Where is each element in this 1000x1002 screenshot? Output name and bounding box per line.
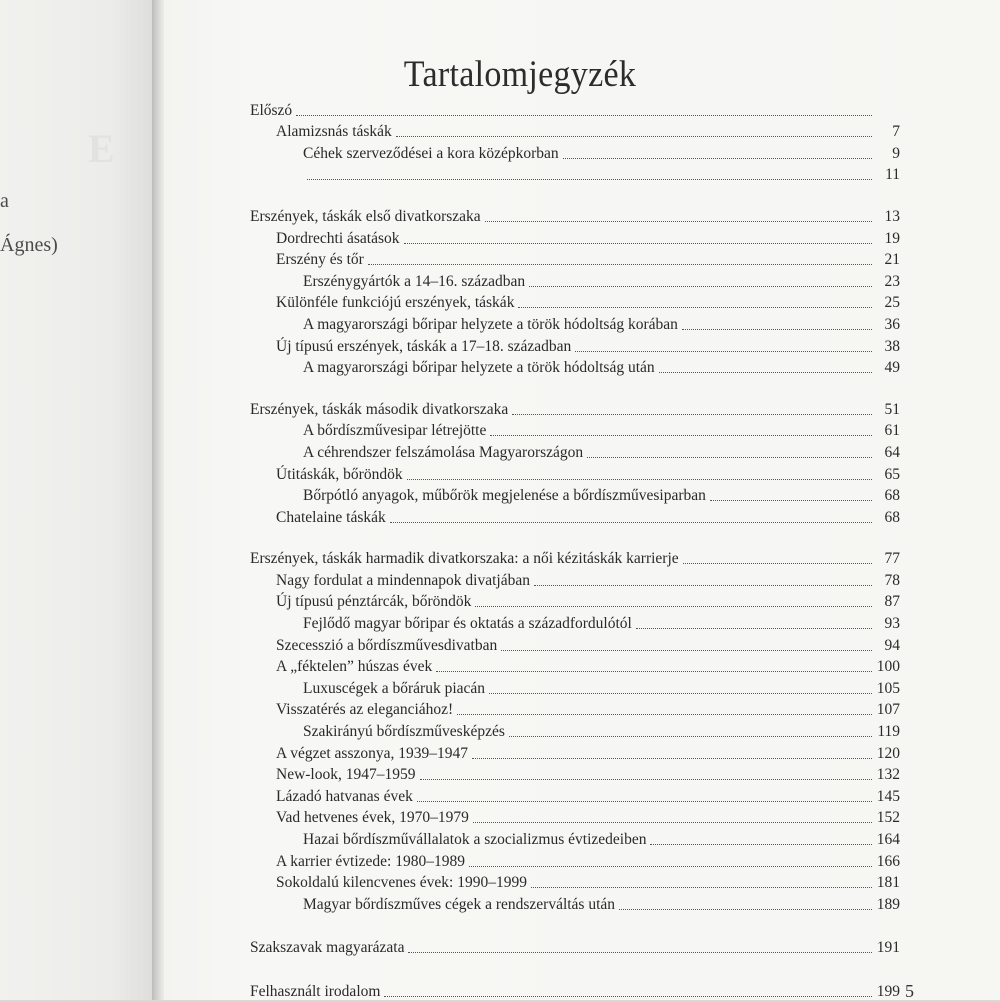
- toc-entry-page: 61: [884, 422, 900, 440]
- dot-leader: [296, 115, 872, 116]
- toc-entry-title: Bőrpótló anyagok, műbőrök megjelenése a bőrdíszművesiparban: [303, 487, 706, 505]
- dot-leader: [563, 158, 872, 159]
- toc-entry-page: 164: [876, 831, 900, 848]
- bleed-through-text: E: [88, 126, 117, 171]
- toc-entry-page: 107: [876, 701, 900, 719]
- toc-entry-title: Fejlődő magyar bőripar és oktatás a századfordulótól: [303, 615, 632, 633]
- toc-entry-page: 64: [884, 443, 900, 461]
- toc-entry-page: 199: [876, 982, 900, 1000]
- dot-leader: [529, 286, 872, 287]
- dot-leader: [509, 736, 872, 737]
- dot-leader: [472, 758, 872, 759]
- toc-entry: [250, 784, 900, 806]
- toc-entry: [250, 806, 900, 828]
- toc-entry-title: Felhasznált irodalom: [250, 982, 381, 1000]
- toc-entry: [250, 484, 900, 506]
- toc-entry-title: Magyar bőrdíszműves cégek a rendszerváltás után: [303, 895, 616, 913]
- toc-entry-title: Erszények, táskák második divatkorszaka: [250, 400, 509, 418]
- toc-entry-page: 65: [884, 465, 900, 483]
- section-spacer: [250, 914, 900, 936]
- toc-entry: [250, 440, 900, 462]
- toc-entry-page: 181: [876, 874, 900, 892]
- dot-leader: [518, 307, 872, 308]
- section-spacer: [250, 957, 900, 979]
- toc-entry-title: Vad hetvenes évek, 1970–1979: [276, 809, 469, 827]
- toc-entry-page: 78: [884, 571, 900, 589]
- dot-leader: [404, 243, 872, 244]
- toc-entry-page: 94: [884, 636, 900, 654]
- dot-leader: [490, 435, 872, 436]
- toc-entry-page: 9: [892, 144, 900, 162]
- toc-entry-title: A magyarországi bőripar helyzete a török hódoltság korában: [303, 315, 678, 333]
- toc-entry: [250, 698, 900, 720]
- dot-leader: [619, 909, 872, 910]
- dot-leader: [307, 179, 872, 180]
- toc-entry-title: Hazai bőrdíszművállalatok a szocializmus évtizedeiben: [303, 831, 647, 848]
- toc-entry-title: A végzet asszonya, 1939–1947: [276, 744, 468, 762]
- dot-leader: [636, 628, 872, 629]
- toc-entry-title: Chatelaine táskák: [276, 508, 386, 526]
- dot-leader: [469, 866, 872, 867]
- toc-entry-title: A karrier évtizede: 1980–1989: [276, 852, 465, 870]
- facing-page-left: [0, 0, 158, 1000]
- toc-entry-page: 21: [884, 251, 900, 269]
- toc-entry-page: 19: [884, 229, 900, 247]
- toc-entry: [250, 979, 900, 1001]
- dot-leader: [650, 844, 872, 845]
- toc-entry-page: 11: [885, 166, 900, 184]
- toc-entry-page: 68: [884, 487, 900, 505]
- toc-entry-page: 38: [884, 337, 900, 355]
- toc-entry-title: Céhek szerveződései a kora középkorban: [303, 144, 559, 162]
- toc-entry-page: 166: [876, 852, 900, 870]
- toc-entry: [250, 120, 900, 142]
- toc-entry: [250, 827, 900, 849]
- toc-entry: [250, 719, 900, 741]
- toc-entry: [250, 248, 900, 270]
- toc-entry-title: Útitáskák, bőröndök: [276, 465, 403, 483]
- dot-leader: [534, 585, 872, 586]
- toc-entry-title: Erszénygyártók a 14–16. században: [303, 272, 526, 290]
- toc-entry-page: 13: [884, 207, 900, 225]
- toc-entry: [250, 892, 900, 914]
- toc-entry-page: 36: [884, 315, 900, 333]
- toc-entry-page: 100: [876, 658, 900, 676]
- table-of-contents: [250, 98, 900, 1001]
- section-spacer: [250, 377, 900, 397]
- toc-entry-title: Nagy fordulat a mindennapok divatjában: [276, 571, 530, 589]
- toc-entry-page: 145: [876, 787, 900, 805]
- toc-entry: [250, 334, 900, 356]
- toc-entry-title: A „féktelen” húszas évek: [276, 658, 433, 676]
- toc-entry: [250, 611, 900, 633]
- toc-entry-page: 119: [877, 723, 900, 741]
- toc-entry-title: Új típusú erszények, táskák a 17–18. században: [276, 337, 572, 355]
- toc-entry-page: 87: [884, 593, 900, 611]
- dot-leader: [683, 563, 872, 564]
- toc-entry: [250, 590, 900, 612]
- section-spacer: [250, 527, 900, 547]
- dot-leader: [659, 372, 872, 373]
- page-number: 5: [905, 981, 914, 1001]
- toc-entry: [250, 98, 900, 120]
- page-title: Tartalomjegyzék: [403, 53, 637, 95]
- dot-leader: [436, 671, 872, 672]
- toc-entry: [250, 141, 900, 163]
- toc-entry-title: Sokoldalú kilencvenes évek: 1990–1999: [276, 874, 527, 892]
- toc-entry-page: 68: [884, 508, 900, 526]
- toc-entry: [250, 397, 900, 419]
- left-page-text-fragment: a: [0, 190, 9, 212]
- toc-entry-title: Dordrechti ásatások: [276, 229, 400, 247]
- toc-entry-page: 93: [884, 615, 900, 633]
- toc-entry-title: Alamizsnás táskák: [276, 123, 392, 141]
- dot-leader: [512, 414, 872, 415]
- toc-entry: [250, 568, 900, 590]
- toc-entry-page: 191: [876, 939, 900, 957]
- dot-leader: [489, 693, 872, 694]
- toc-entry-title: Új típusú pénztárcák, bőröndök: [276, 593, 472, 611]
- toc-entry-page: 132: [876, 766, 900, 784]
- toc-entry-title: Lázadó hatvanas évek: [276, 787, 413, 805]
- toc-entry: [250, 269, 900, 291]
- dot-leader: [396, 136, 872, 137]
- toc-entry-page: 120: [876, 744, 900, 762]
- toc-entry: [250, 763, 900, 785]
- toc-entry: [250, 849, 900, 871]
- toc-entry: [250, 163, 900, 185]
- toc-entry: [250, 655, 900, 677]
- toc-entry-title: Visszatérés az eleganciához!: [276, 701, 454, 719]
- dot-leader: [420, 779, 873, 780]
- toc-entry-title: Erszény és tőr: [276, 251, 364, 269]
- toc-entry: [250, 204, 900, 226]
- toc-entry-title: Szecesszió a bőrdíszművesdivatban: [276, 636, 498, 654]
- toc-entry-title: Előszó: [250, 101, 293, 119]
- toc-entry-title: A céhrendszer felszámolása Magyarországon: [303, 443, 584, 461]
- toc-entry-page: 105: [876, 679, 900, 697]
- toc-entry-title: Luxuscégek a bőráruk piacán: [303, 679, 486, 697]
- toc-entry-page: 25: [884, 294, 900, 312]
- toc-entry: [250, 633, 900, 655]
- toc-entry-title: Szakszavak magyarázata: [250, 939, 405, 957]
- toc-entry-title: Erszények, táskák első divatkorszaka: [250, 207, 481, 225]
- toc-entry-page: 49: [884, 359, 900, 377]
- dot-leader: [368, 264, 872, 265]
- dot-leader: [682, 329, 872, 330]
- toc-entry-page: 23: [884, 272, 900, 290]
- dot-leader: [575, 351, 872, 352]
- toc-entry: [250, 676, 900, 698]
- toc-entry: [250, 312, 900, 334]
- toc-entry-title: A bőrdíszművesipar létrejötte: [303, 422, 487, 440]
- toc-entry-page: 7: [892, 123, 900, 141]
- toc-entry-page: 189: [876, 895, 900, 913]
- toc-entry-title: Erszények, táskák harmadik divatkorszaka: a női kézitáskák karrierje: [250, 550, 679, 568]
- toc-entry-title: A magyarországi bőripar helyzete a török hódoltság után: [303, 359, 655, 377]
- toc-entry-title: Szakirányú bőrdíszművesképzés: [303, 723, 505, 741]
- dot-leader: [407, 479, 872, 480]
- left-page-text-fragment: Ágnes): [0, 234, 58, 256]
- toc-entry-title: New-look, 1947–1959: [276, 766, 416, 784]
- dot-leader: [457, 714, 872, 715]
- dot-leader: [390, 522, 872, 523]
- toc-entry: [250, 871, 900, 893]
- toc-entry: [250, 462, 900, 484]
- dot-leader: [417, 801, 872, 802]
- dot-leader: [531, 887, 872, 888]
- dot-leader: [587, 457, 872, 458]
- toc-entry: [250, 936, 900, 958]
- toc-entry-page: 77: [884, 550, 900, 568]
- toc-entry: [250, 356, 900, 378]
- toc-entry: [250, 505, 900, 527]
- toc-entry: [250, 547, 900, 569]
- dot-leader: [473, 822, 872, 823]
- toc-entry-page: 51: [884, 400, 900, 418]
- toc-entry: [250, 226, 900, 248]
- toc-entry: [250, 291, 900, 313]
- dot-leader: [475, 606, 872, 607]
- toc-entry: [250, 741, 900, 763]
- dot-leader: [485, 221, 872, 222]
- dot-leader: [501, 650, 872, 651]
- dot-leader: [408, 952, 872, 953]
- dot-leader: [710, 500, 872, 501]
- toc-entry: [250, 419, 900, 441]
- section-spacer: [250, 184, 900, 204]
- toc-entry-title: Különféle funkciójú erszények, táskák: [276, 294, 515, 312]
- dot-leader: [384, 996, 872, 997]
- toc-entry-page: 152: [876, 809, 900, 827]
